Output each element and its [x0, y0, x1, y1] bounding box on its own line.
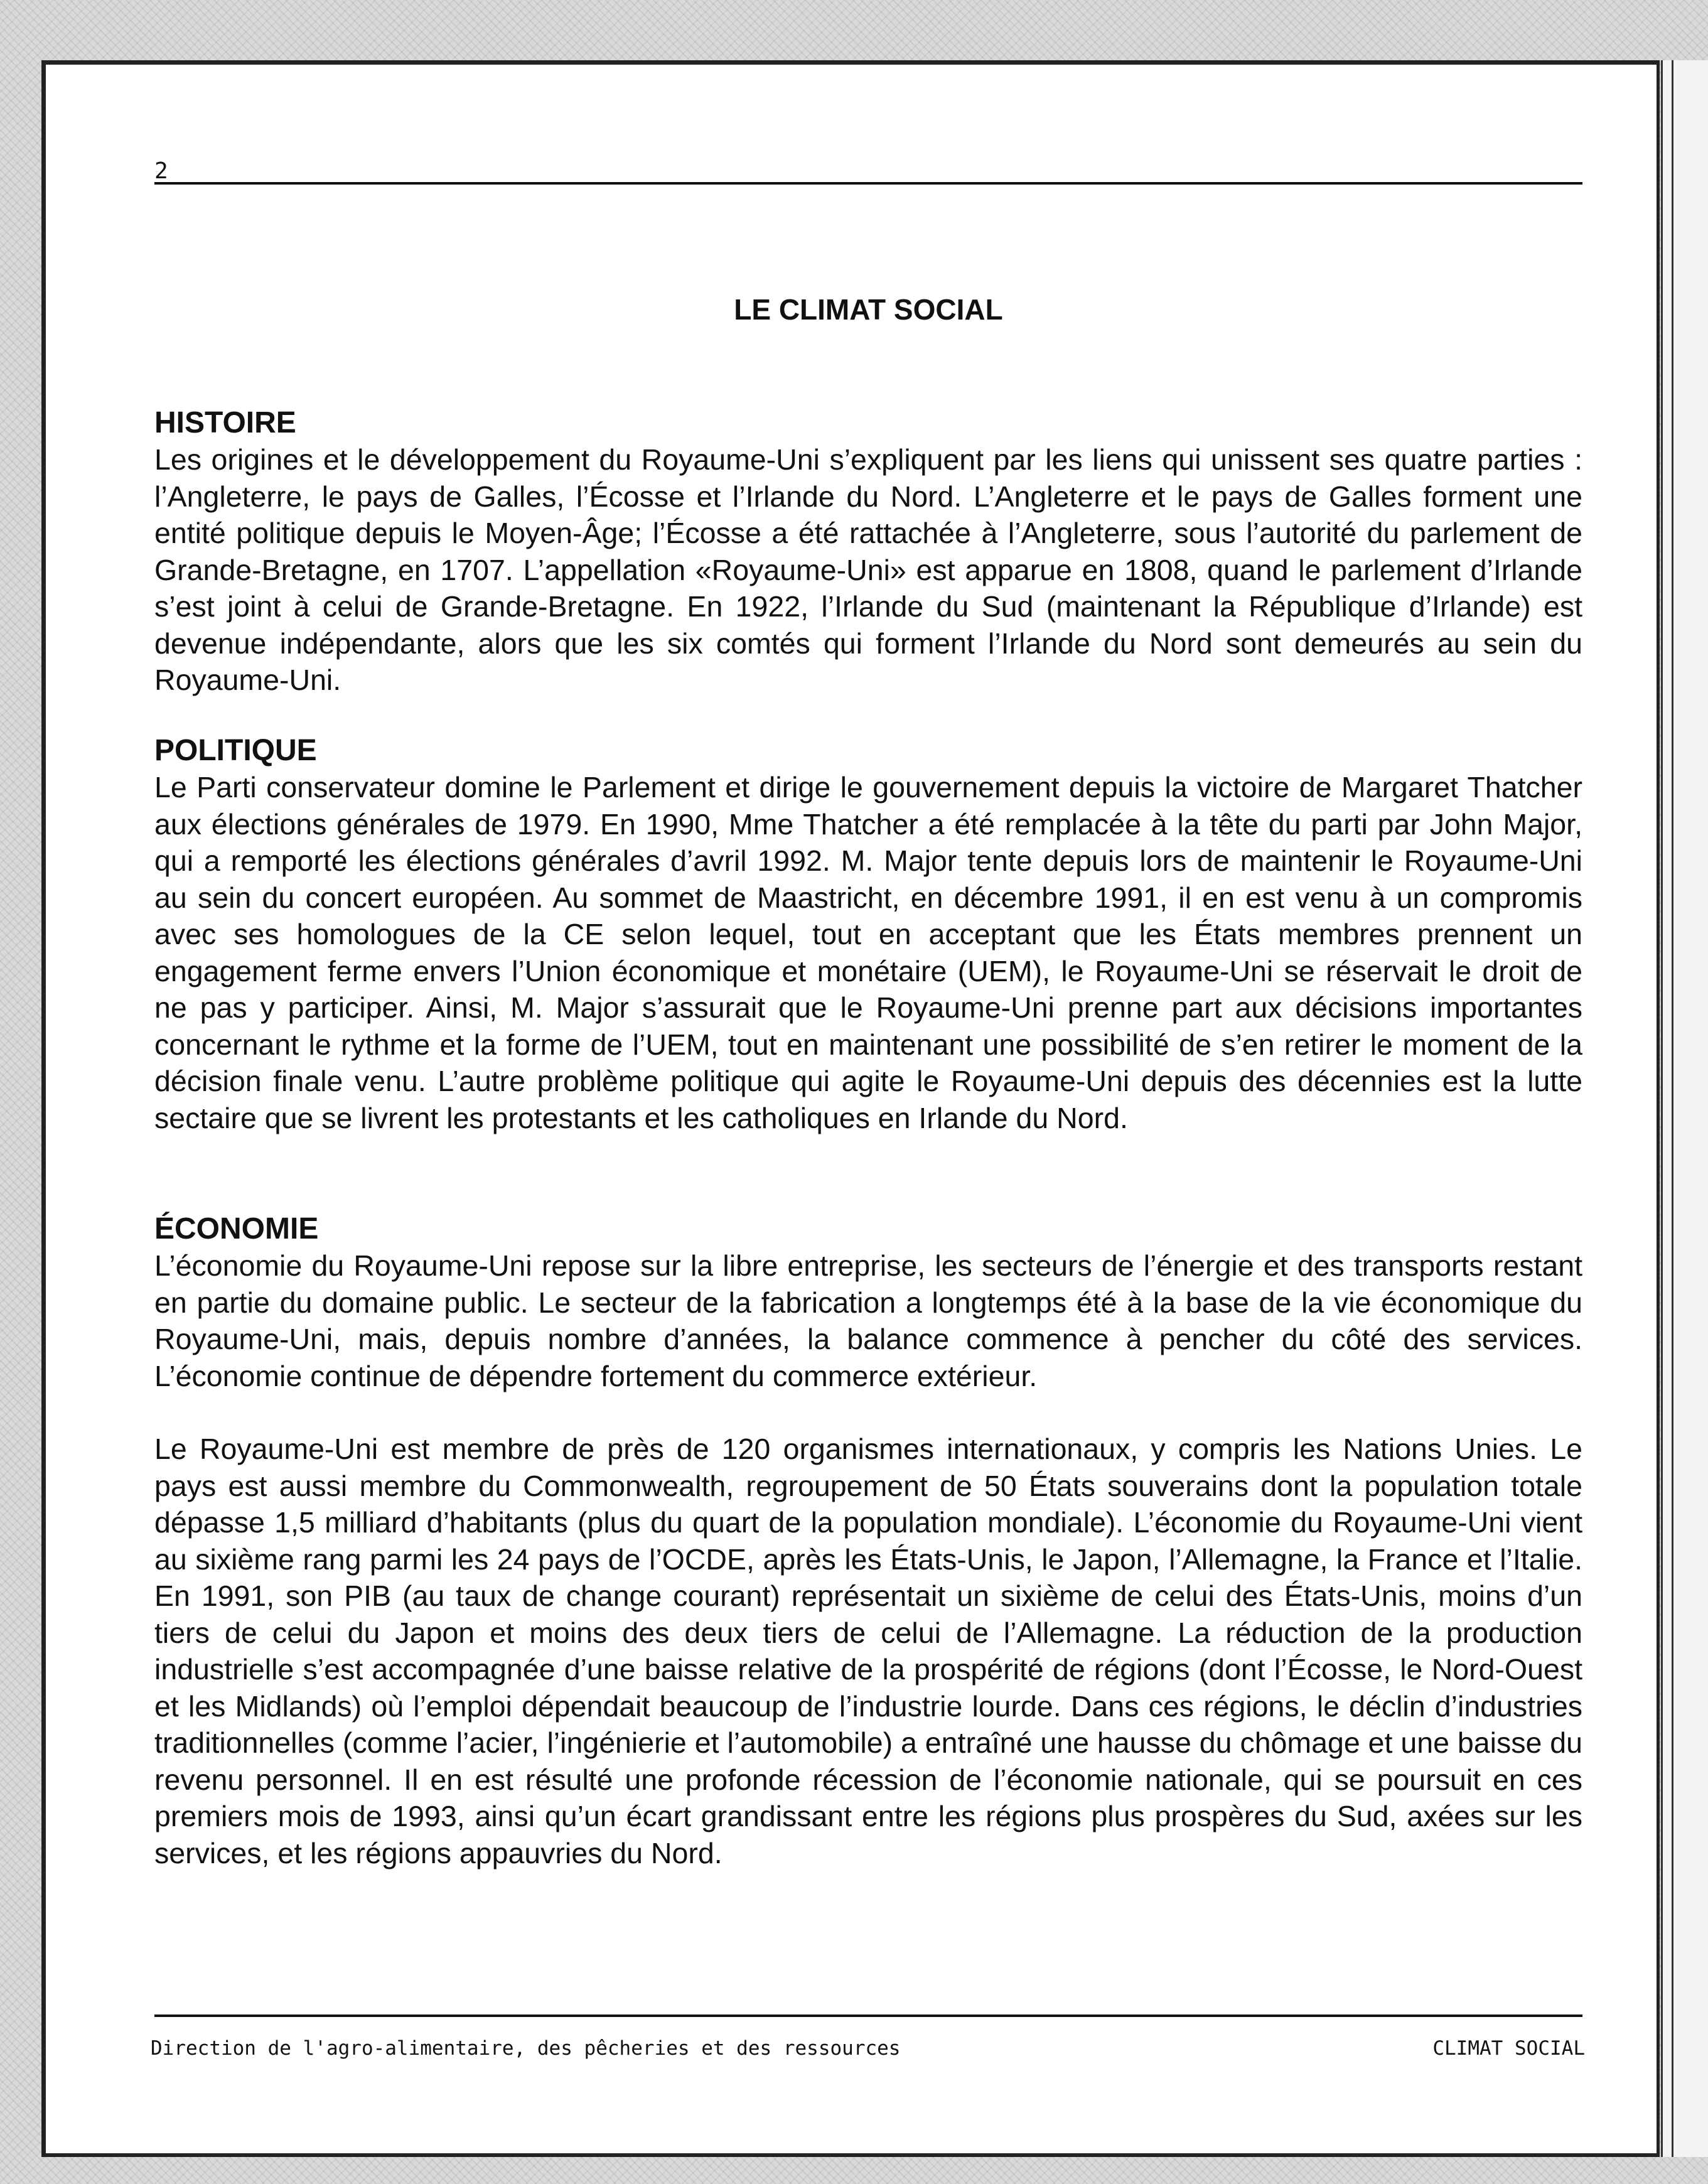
section-paragraph: L’économie du Royaume-Uni repose sur la libre entreprise, les secteurs de l’énergie et des transports restant en partie du domaine public. Le secteur de la fabrication a longtemps été à la base de la vie économique du Royaume-Uni, mais, depuis nombre d’années, la balance commence à pencher du côté des services. L’économie continue de dépendre fortement du commerce extérieur. — [154, 1249, 1582, 1392]
section-heading: ÉCONOMIE — [154, 1212, 319, 1245]
header-rule — [154, 182, 1582, 185]
page-number: 2 — [154, 158, 168, 184]
footer-department: Direction de l'agro-alimentaire, des pêcheries et des ressources — [151, 2037, 901, 2060]
footer-rule — [154, 2015, 1582, 2017]
section-politique — [154, 733, 1582, 1136]
section-paragraph: Le Parti conservateur domine le Parlement et dirige le gouvernement depuis la victoire de Margaret Thatcher aux élections générales de 1979. En 1990, Mme Thatcher a été remplacée à la tête du parti par John Major, qui a remporté les élections générales d’avril 1992. M. Major tente depuis lors de maintenir le Royaume-Uni au sein du concert européen. Au sommet de Maastricht, en décembre 1991, il en est venu à un compromis avec ses homologues de la CE selon lequel, tout en acceptant que les États membres prennent un engagement ferme envers l’Union économique et monétaire (UEM), le Royaume-Uni se réservait le droit de ne pas y participer. Ainsi, M. Major s’assurait que le Royaume-Uni prenne part aux décisions importantes concernant le rythme et la forme de l’UEM, tout en maintenant une possibilité de s’en retirer le moment de la décision finale venu. L’autre problème politique qui agite le Royaume-Uni depuis des décennies est la lutte sectaire que se livrent les protestants et les catholiques en Irlande du Nord. — [154, 771, 1582, 1134]
section-paragraph: Les origines et le développement du Royaume-Uni s’expliquent par les liens qui unissent ses quatre parties : l’Angleterre, le pays de Galles, l’Écosse et l’Irlande du Nord. L’Angleterre et le pays de Galles forment une entité politique depuis le Moyen-Âge; l’Écosse a été rattachée à l’Angleterre, sous l’autorité du parlement de Grande-Bretagne, en 1707. L’appellation «Royaume-Uni» est apparue en 1808, quand le parlement d’Irlande s’est joint à celui de Grande-Bretagne. En 1922, l’Irlande du Sud (maintenant la République d’Irlande) est devenue indépendante, alors que les six comtés qui forment l’Irlande du Nord sont demeurés au sein du Royaume-Uni. — [154, 443, 1582, 696]
footer-section-name: CLIMAT SOCIAL — [1432, 2037, 1585, 2060]
binding-edge — [1661, 60, 1708, 2157]
section-histoire — [154, 405, 1582, 699]
section-heading: HISTOIRE — [154, 406, 296, 439]
section-paragraph: Le Royaume-Uni est membre de près de 120 organismes internationaux, y compris les Nations Unies. Le pays est aussi membre du Commonwealth, regroupement de 50 États souverains dont la population totale dépasse 1,5 milliard d’habitants (plus du quart de la population mondiale). L’économie du Royaume-Uni vient au sixième rang parmi les 24 pays de l’OCDE, après les États-Unis, le Japon, l’Allemagne, la France et l’Italie. En 1991, son PIB (au taux de change courant) représentait un sixième de celui des États-Unis, moins d’un tiers de celui du Japon et moins des deux tiers de celui de l’Allemagne. La réduction de la production industrielle s’est accompagnée d’une baisse relative de la prospérité de régions (dont l’Écosse, le Nord-Ouest et les Midlands) où l’emploi dépendait beaucoup de l’industrie lourde. Dans ces régions, le déclin d’industries traditionnelles (comme l’acier, l’ingénierie et l’automobile) a entraîné une hausse du chômage et une baisse du revenu personnel. Il en est résulté une profonde récession de l’économie nationale, qui se poursuit en ces premiers mois de 1993, ainsi qu’un écart grandissant entre les régions plus prospères du Sud, axées sur les services, et les régions appauvries du Nord. — [154, 1433, 1582, 1869]
section-heading: POLITIQUE — [154, 734, 317, 767]
page-title: LE CLIMAT SOCIAL — [734, 293, 1003, 326]
section-economie — [154, 1211, 1582, 1871]
